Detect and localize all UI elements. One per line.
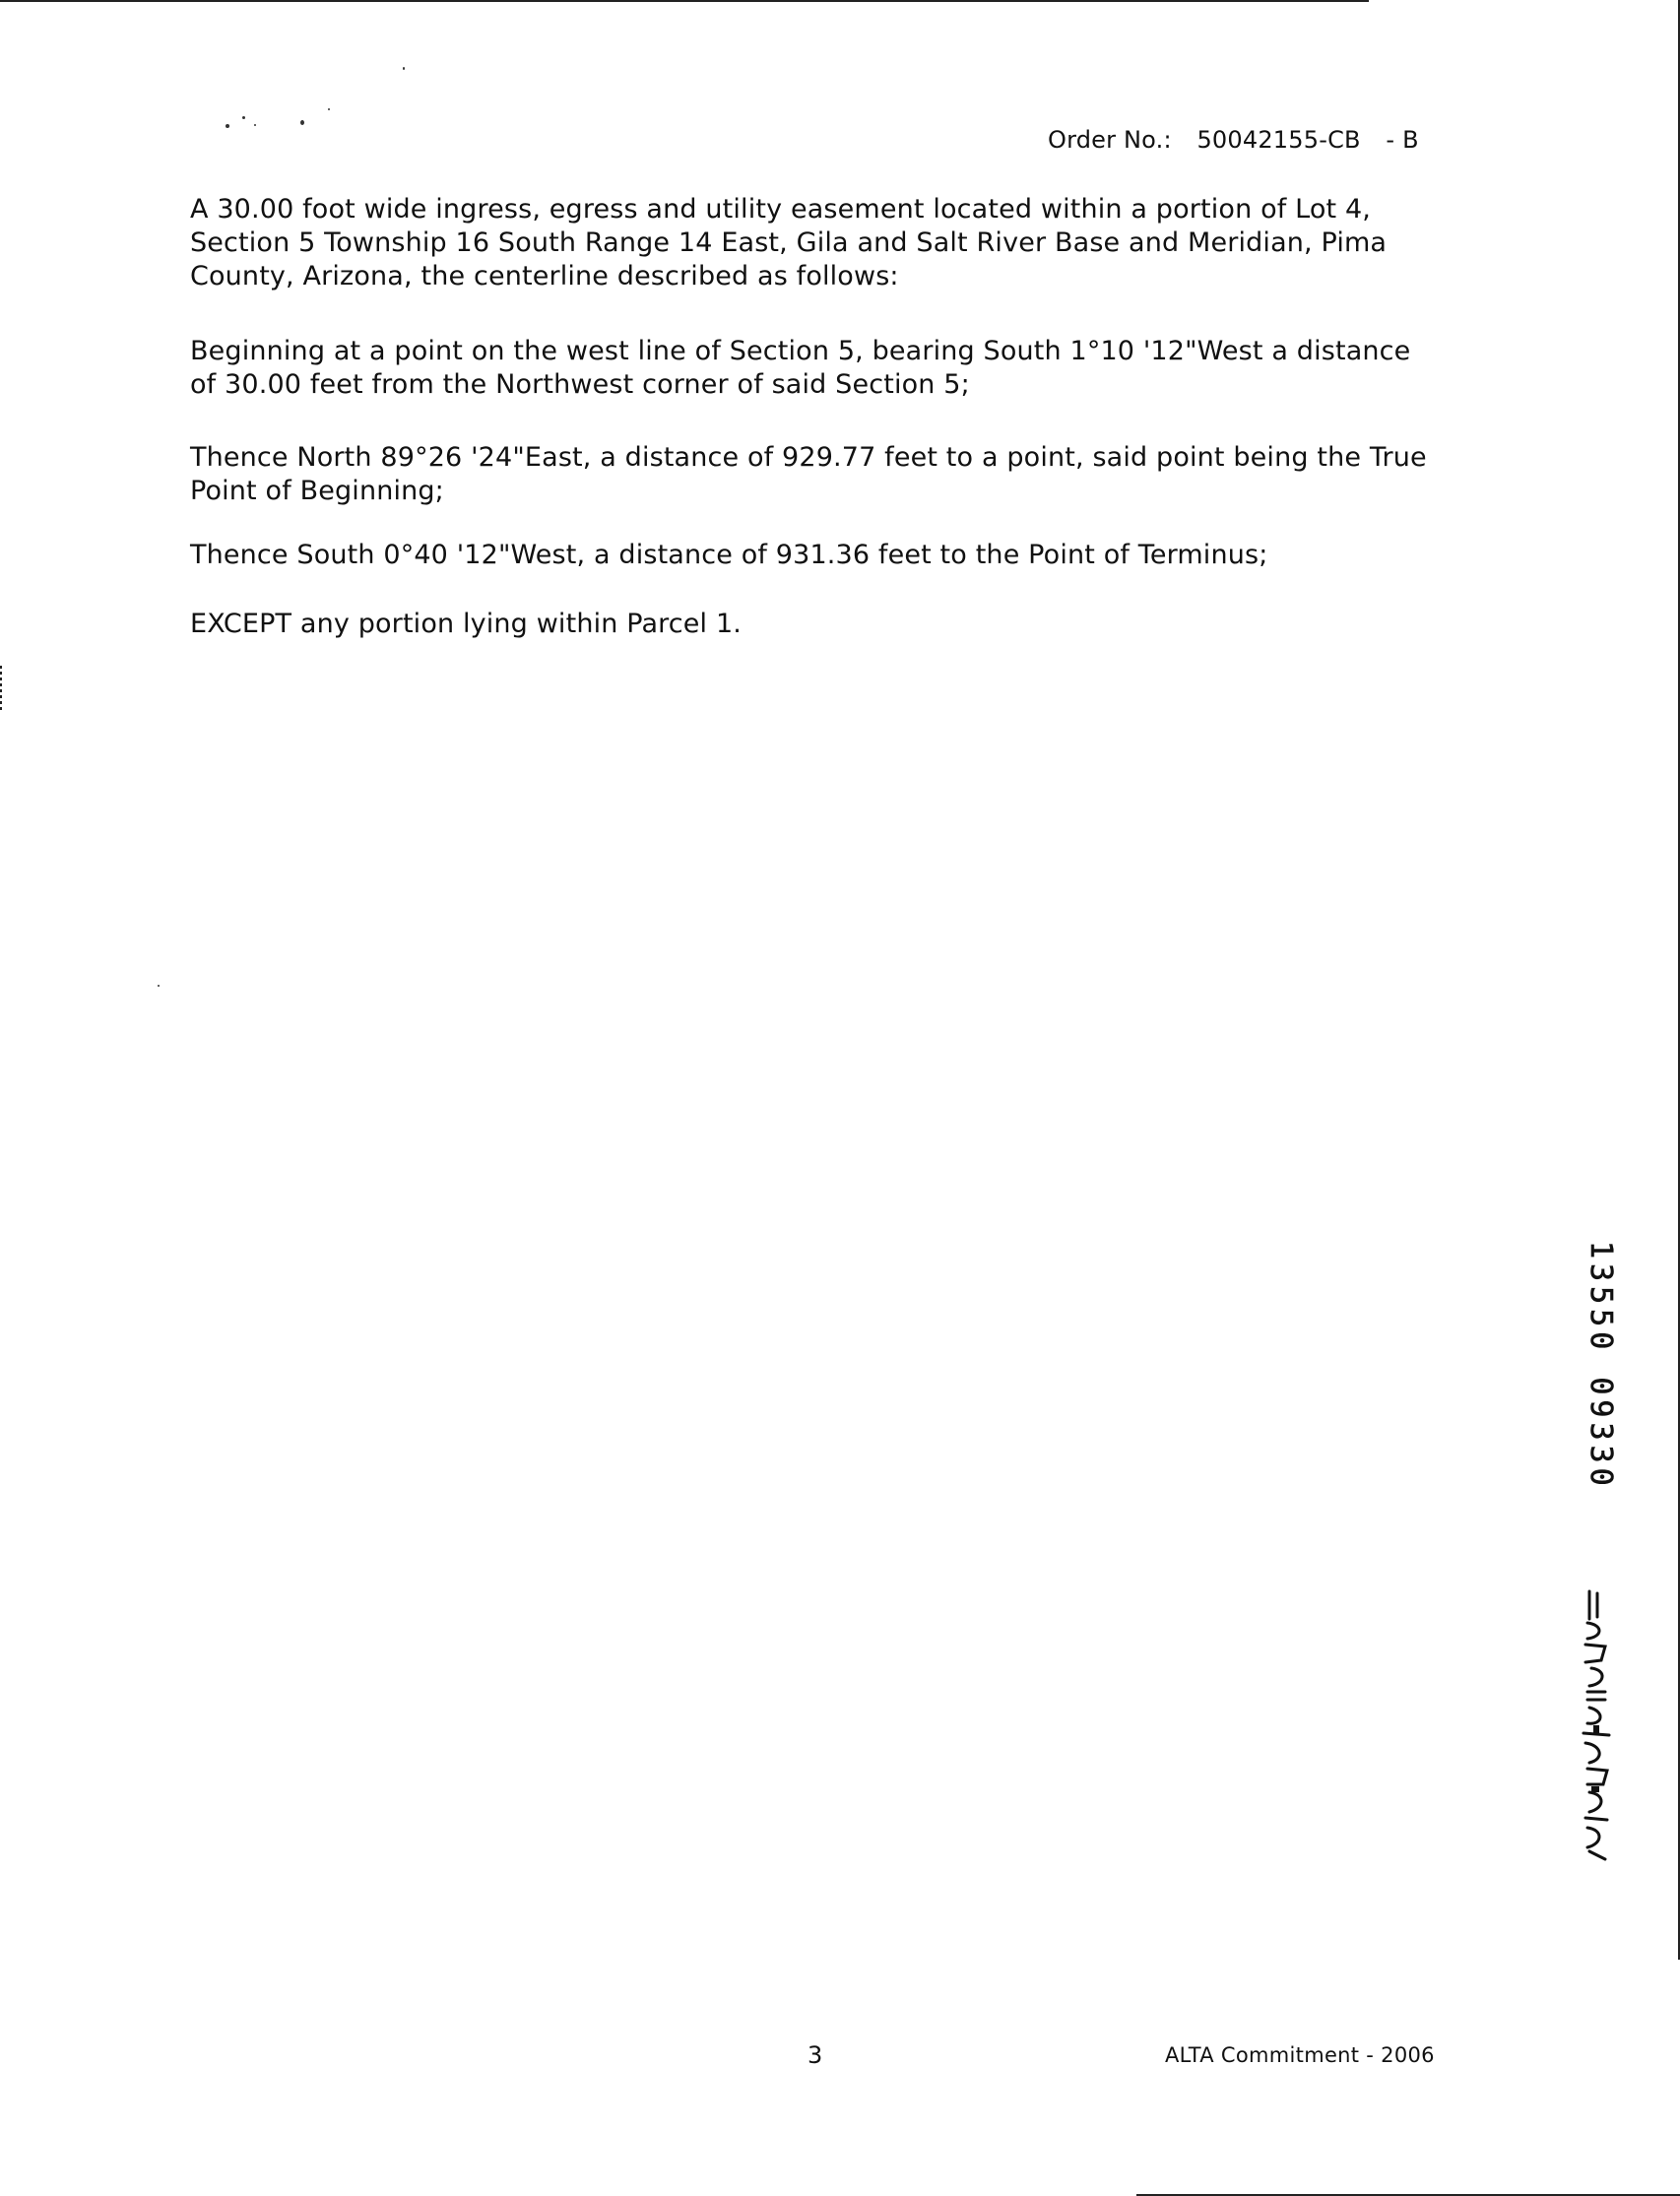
order-number-line xyxy=(1048,126,1419,154)
scan-speck xyxy=(403,67,405,70)
scan-edge-left xyxy=(0,666,2,711)
order-number-value: 50042155-CB xyxy=(1196,126,1361,154)
form-name-footer: ALTA Commitment - 2006 xyxy=(1165,2043,1435,2067)
scan-edge-top xyxy=(0,0,1369,2)
recording-stamp xyxy=(1583,1241,1652,1517)
scan-speck xyxy=(254,124,256,126)
order-number-suffix: - B xyxy=(1386,126,1419,154)
scan-speck xyxy=(328,108,330,110)
paragraph-thence-north: Thence North 89°26 '24"East, a distance of 929.77 feet to a point, said point being the True Point of Beginning; xyxy=(190,442,1427,506)
legal-description-paragraph xyxy=(190,193,1428,293)
paragraph-easement-intro: A 30.00 foot wide ingress, egress and utility easement located within a portion of Lot 4, Section 5 Township 16 South Range 14 East, Gila and Salt River Base and Meridian, Pima County, Arizona, the centerline described as follows: xyxy=(190,194,1388,291)
recorder-signature-mark xyxy=(1580,1589,1613,1861)
scan-speck xyxy=(300,120,304,125)
page-number: 3 xyxy=(808,2041,823,2069)
legal-description-paragraph xyxy=(190,335,1428,402)
order-number-label: Order No.: xyxy=(1048,126,1172,154)
paragraph-thence-south: Thence South 0°40 '12"West, a distance of 931.36 feet to the Point of Terminus; xyxy=(190,540,1268,570)
paragraph-except-clause: EXCEPT any portion lying within Parcel 1. xyxy=(190,609,743,639)
paragraph-beginning-point: Beginning at a point on the west line of Section 5, bearing South 1°10 '12"West a distance of 30.00 feet from the Northwest corner of said Section 5; xyxy=(190,336,1411,400)
legal-description-paragraph xyxy=(190,608,1428,641)
scan-speck xyxy=(226,124,229,128)
legal-description-paragraph xyxy=(190,441,1428,508)
recording-stamp-number: 13550 09330 xyxy=(1583,1241,1618,1491)
legal-description-paragraph xyxy=(190,539,1428,572)
scan-speck xyxy=(158,985,160,987)
scan-speck xyxy=(242,116,245,119)
